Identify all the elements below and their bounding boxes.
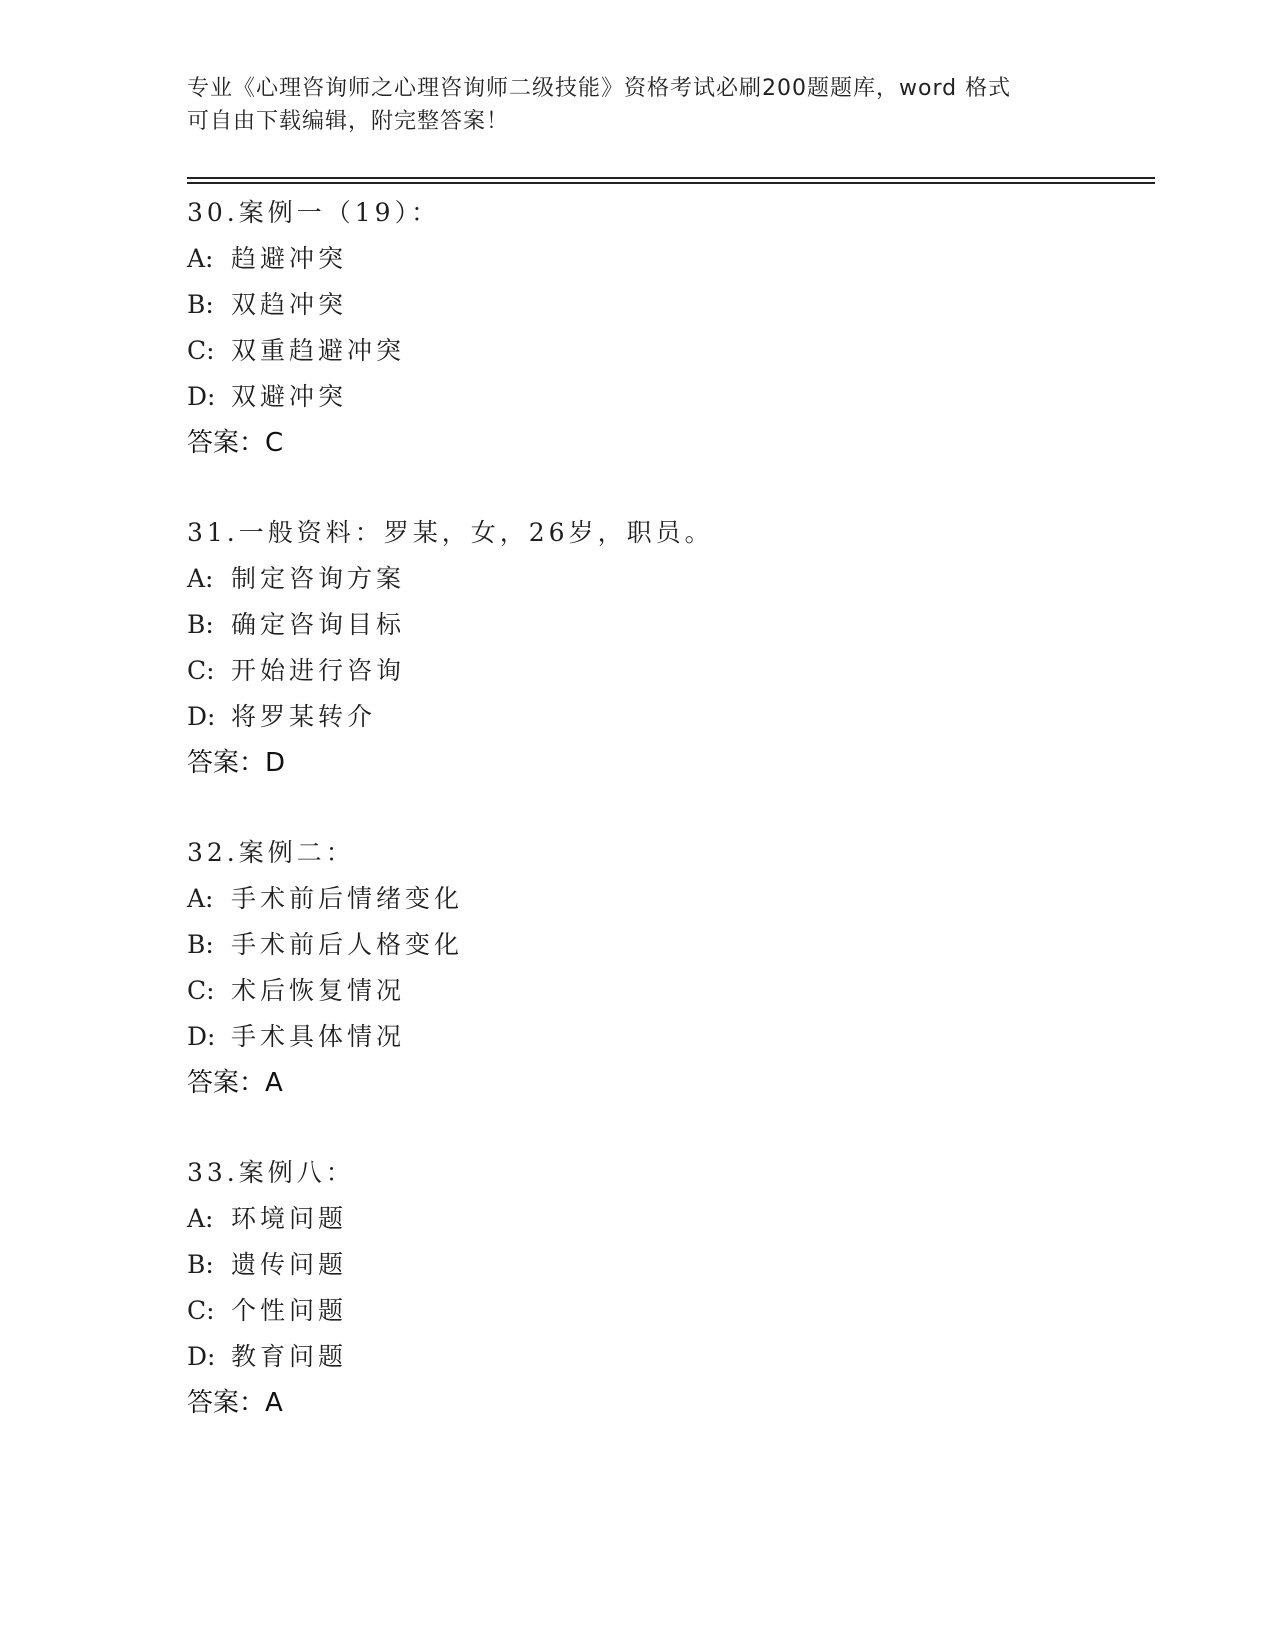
option-text: 手术具体情况	[231, 1022, 406, 1051]
option-key: D:	[187, 702, 216, 731]
option-key: C:	[187, 656, 215, 685]
option-text: 将罗某转介	[231, 702, 377, 731]
option-c	[187, 968, 1147, 1014]
option-text: 趋避冲突	[231, 244, 348, 273]
option-text: 手术前后人格变化	[231, 930, 464, 959]
question-stem: 32.案例二：	[187, 838, 355, 867]
option-c	[187, 648, 1147, 694]
option-text: 双重趋避冲突	[231, 336, 406, 365]
option-a	[187, 236, 1147, 282]
option-text: 遗传问题	[231, 1250, 348, 1279]
option-text: 双避冲突	[231, 382, 348, 411]
question-31	[187, 510, 1147, 786]
answer-line: 答案：A	[187, 1068, 283, 1098]
question-33	[187, 1150, 1147, 1426]
option-text: 个性问题	[231, 1296, 348, 1325]
option-key: B:	[187, 610, 214, 639]
option-text: 环境问题	[231, 1204, 348, 1233]
option-key: C:	[187, 1296, 215, 1325]
option-text: 制定咨询方案	[231, 564, 406, 593]
option-d	[187, 374, 1147, 420]
option-text: 手术前后情绪变化	[231, 884, 464, 913]
answer-line: 答案：D	[187, 748, 286, 778]
header-divider-top	[187, 177, 1155, 179]
option-d	[187, 1014, 1147, 1060]
option-key: A:	[187, 1204, 214, 1233]
option-c	[187, 328, 1147, 374]
option-key: B:	[187, 290, 214, 319]
option-key: B:	[187, 1250, 214, 1279]
header-line-1: 专业《心理咨询师之心理咨询师二级技能》资格考试必刷200题题库，word 格式	[187, 76, 1012, 101]
answer-line: 答案：C	[187, 428, 284, 458]
option-c	[187, 1288, 1147, 1334]
question-list	[187, 190, 1147, 1470]
question-32	[187, 830, 1147, 1106]
option-key: D:	[187, 1022, 216, 1051]
option-b	[187, 282, 1147, 328]
option-text: 术后恢复情况	[231, 976, 406, 1005]
option-b	[187, 602, 1147, 648]
option-key: A:	[187, 564, 214, 593]
option-d	[187, 1334, 1147, 1380]
option-key: C:	[187, 976, 215, 1005]
question-30	[187, 190, 1147, 466]
answer-line: 答案：A	[187, 1388, 283, 1418]
option-key: D:	[187, 1342, 216, 1371]
option-key: A:	[187, 884, 214, 913]
option-text: 教育问题	[231, 1342, 348, 1371]
option-key: C:	[187, 336, 215, 365]
option-text: 双趋冲突	[231, 290, 348, 319]
option-key: D:	[187, 382, 216, 411]
document-header	[187, 72, 1087, 138]
question-stem: 30.案例一（19）：	[187, 198, 441, 227]
option-text: 开始进行咨询	[231, 656, 406, 685]
option-b	[187, 922, 1147, 968]
header-divider-bottom	[187, 182, 1155, 184]
option-key: B:	[187, 930, 214, 959]
option-a	[187, 556, 1147, 602]
option-b	[187, 1242, 1147, 1288]
header-line-2: 可自由下载编辑，附完整答案！	[187, 109, 510, 134]
option-a	[187, 1196, 1147, 1242]
option-key: A:	[187, 244, 214, 273]
option-a	[187, 876, 1147, 922]
option-d	[187, 694, 1147, 740]
question-stem: 33.案例八：	[187, 1158, 355, 1187]
question-stem: 31.一般资料：罗某，女，26岁，职员。	[187, 518, 714, 547]
option-text: 确定咨询目标	[231, 610, 406, 639]
